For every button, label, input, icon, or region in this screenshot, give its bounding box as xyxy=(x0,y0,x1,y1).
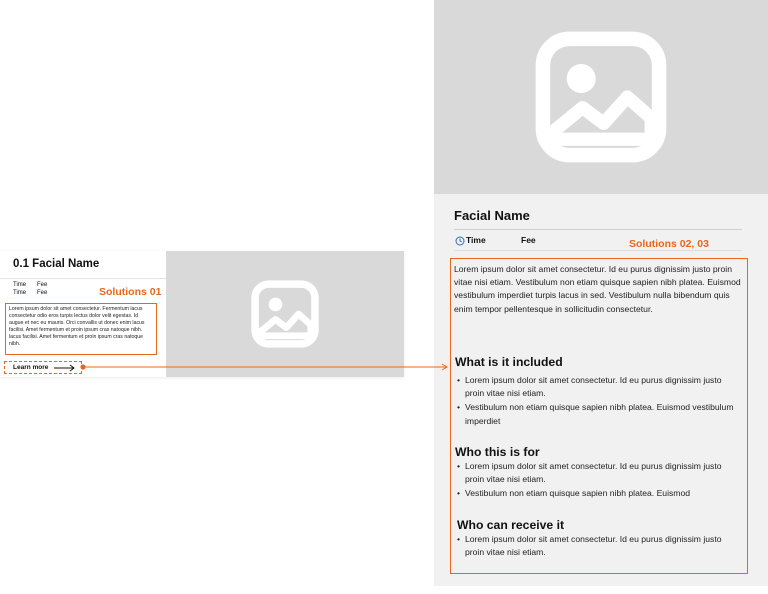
list-item: • Vestibulum non etiam quisque sapien nibh platea. Euismod xyxy=(455,487,741,500)
section-list xyxy=(455,533,741,560)
compact-card-description xyxy=(5,303,157,355)
image-placeholder xyxy=(434,0,768,194)
image-icon xyxy=(251,280,319,348)
list-item: • Lorem ipsum dolor sit amet consectetur. Id eu purus dignissim justo proin vitae nisi etiam. xyxy=(455,374,741,400)
fee-label: Fee xyxy=(521,235,536,245)
solution-annotation-label: Solutions 01 xyxy=(99,286,162,298)
fee-label: Fee xyxy=(37,290,48,296)
section-heading: Who can receive it xyxy=(457,518,565,532)
solution-annotation-label: Solutions 02, 03 xyxy=(629,238,709,250)
time-label: Time xyxy=(13,282,27,288)
divider xyxy=(454,250,742,251)
divider xyxy=(0,278,166,279)
arrow-right-icon xyxy=(54,364,76,372)
learn-more-label: Learn more xyxy=(13,364,49,371)
time-label: Time xyxy=(13,290,27,296)
divider xyxy=(454,229,742,230)
section-list xyxy=(455,460,741,502)
section-list xyxy=(455,374,741,429)
image-icon xyxy=(535,31,667,163)
list-item: • Lorem ipsum dolor sit amet consectetur. Id eu purus dignissim justo proin vitae nisi etiam. xyxy=(455,533,741,559)
meta-row xyxy=(13,281,47,289)
solution-card-detail xyxy=(434,0,768,586)
section-heading: Who this is for xyxy=(455,445,540,459)
compact-card-title: 0.1 Facial Name xyxy=(13,258,100,270)
compact-card-text-panel xyxy=(0,251,166,377)
section-heading: What is it included xyxy=(455,355,563,369)
image-placeholder xyxy=(166,251,404,377)
time-label: Time xyxy=(466,235,486,245)
meta-row xyxy=(13,289,47,297)
detail-description: Lorem ipsum dolor sit amet consectetur. Id eu purus dignissim justo proin vitae nisi etiam. Vestibulum non etiam quisque sapien nibh platea. Euismod vestibulum imperdiet turpis lacus in sed. Vestibulum nulla bibendum quis enim tempor pellentesque in sollicitudin consectetur. xyxy=(454,264,741,314)
detail-card-title: Facial Name xyxy=(454,208,530,223)
list-item: • Vestibulum non etiam quisque sapien nibh platea. Euismod vestibulum imperdiet xyxy=(455,401,741,427)
description-text: Lorem ipsum dolor sit amet consectetur. Fermentum lacus consectetur odio eros turpis lectus dolor velit egestas. Id augue et nec eu mauris. Orci convallis ut donec enim lacus facilisi. Amet fermentum et proin ipsum cras natoque nibh. lacus facilisi. Amet fermentum et proin ipsum cras natoque nibh. xyxy=(9,306,145,347)
learn-more-link[interactable] xyxy=(4,361,82,374)
fee-label: Fee xyxy=(37,282,48,288)
clock-icon xyxy=(455,236,465,246)
solution-card-compact xyxy=(0,251,404,377)
list-item: • Lorem ipsum dolor sit amet consectetur. Id eu purus dignissim justo proin vitae nisi etiam. xyxy=(455,460,741,486)
